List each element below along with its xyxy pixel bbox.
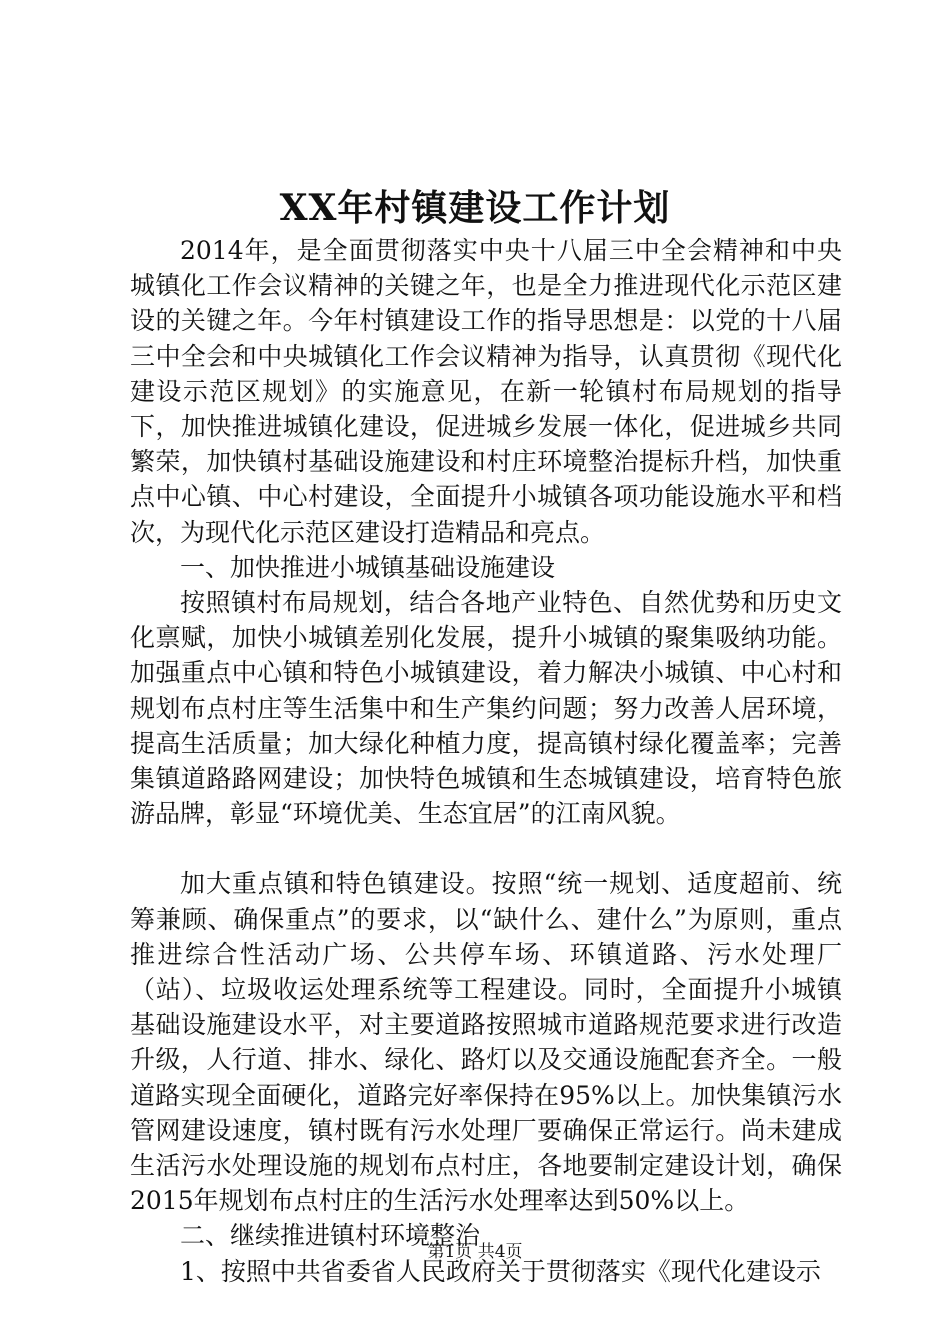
paragraph-spacer	[130, 831, 842, 866]
intro-paragraph: 2014年，是全面贯彻落实中央十八届三中全会精神和中央城镇化工作会议精神的关键之年，也是全力推进现代化示范区建设的关键之年。今年村镇建设工作的指导思想是：以党的十八届三中全会和中央城镇化工作会议精神为指导，认真贯彻《现代化建设示范区规划》的实施意见，在新一轮镇村布局规划的指导下，加快推进城镇化建设，促进城乡发展一体化，促进城乡共同繁荣，加快镇村基础设施建设和村庄环境整治提标升档，加快重点中心镇、中心村建设，全面提升小城镇各项功能设施水平和档次，为现代化示范区建设打造精品和亮点。	[130, 236, 842, 547]
section-2-paragraph-1: 1、按照中共省委省人民政府关于贯彻落实《现代化建设示	[180, 1256, 821, 1286]
document-body	[130, 233, 842, 1289]
section-1-paragraph-1: 按照镇村布局规划，结合各地产业特色、自然优势和历史文化禀赋，加快小城镇差别化发展，提升小城镇的聚集吸纳功能。加强重点中心镇和特色小城镇建设，着力解决小城镇、中心村和规划布点村庄等生活集中和生产集约问题；努力改善人居环境，提高生活质量；加大绿化种植力度，提高镇村绿化覆盖率；完善集镇道路路网建设；加快特色城镇和生态城镇建设，培育特色旅游品牌，彰显“环境优美、生态宜居”的江南风貌。	[130, 588, 842, 829]
page-number-footer: 第1页 共4页	[427, 1242, 523, 1262]
section-1-heading: 一、加快推进小城镇基础设施建设	[180, 552, 556, 582]
section-1-paragraph-2: 加大重点镇和特色镇建设。按照“统一规划、适度超前、统筹兼顾、确保重点”的要求，以“缺什么、建什么”为原则，重点推进综合性活动广场、公共停车场、环镇道路、污水处理厂（站）、垃圾收运处理系统等工程建设。同时，全面提升小城镇基础设施建设水平，对主要道路按照城市道路规范要求进行改造升级，人行道、排水、绿化、路灯以及交通设施配套齐全。一般道路实现全面硬化，道路完好率保持在95%以上。加快集镇污水管网建设速度，镇村既有污水处理厂要确保正常运行。尚未建成生活污水处理设施的规划布点村庄，各地要制定建设计划，确保2015年规划布点村庄的生活污水处理率达到50%以上。	[130, 869, 842, 1216]
section-2-heading: 二、继续推进镇村环境整治	[180, 1221, 481, 1251]
document-title: XX年村镇建设工作计划	[279, 187, 671, 229]
